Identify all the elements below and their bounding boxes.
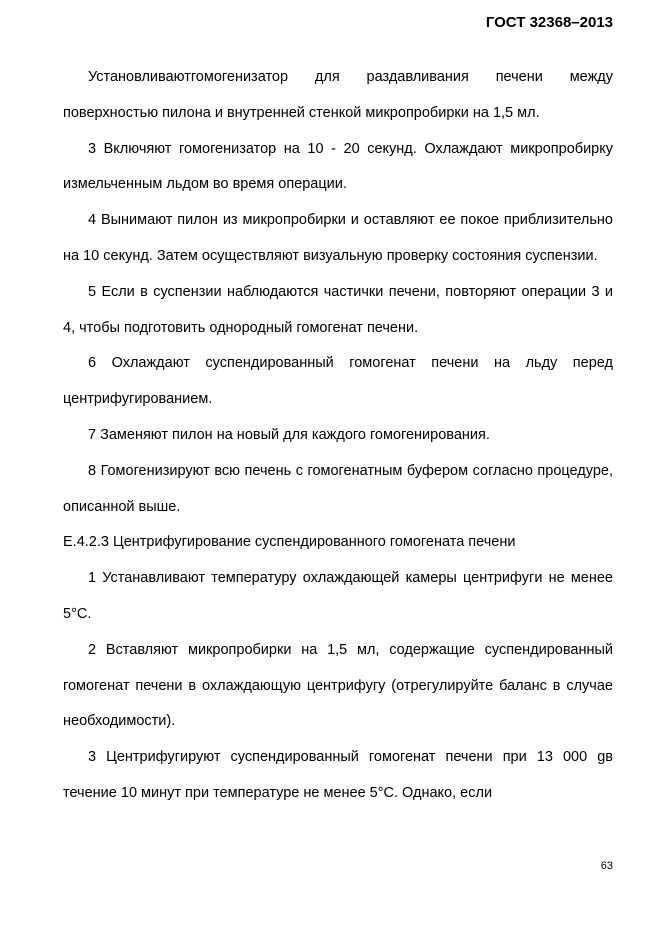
section-heading: Е.4.2.3 Центрифугирование суспендированного гомогената печени <box>63 534 516 551</box>
paragraph-step-7: 7 Заменяют пилон на новый для каждого гомогенирования. <box>88 426 490 443</box>
paragraph-step-install-homogenizer: Установливаютгомогенизатор для раздавливания печени между поверхностью пилона и внутренней стенкой микропробирки на 1,5 мл. <box>63 69 613 121</box>
paragraph-step-8: 8 Гомогенизируют всю печень с гомогенатным буфером согласно процедуре, описанной выше. <box>63 462 613 515</box>
paragraph-step-4: 4 Вынимают пилон из микропробирки и оставляют ее покое приблизительно на 10 секунд. Затем осуществляют визуальную проверку состояния суспензии. <box>63 212 613 264</box>
page-number: 63 <box>600 860 613 872</box>
paragraph-centrifuge-step-1: 1 Устанавливают температуру охлаждающей камеры центрифуги не менее 5°C. <box>63 570 613 622</box>
paragraph-centrifuge-step-2: 2 Вставляют микропробирки на 1,5 мл, содержащие суспендированный гомогенат печени в охлаждающую центрифугу (отрегулируйте баланс в случае необходимости). <box>63 641 613 730</box>
paragraph-centrifuge-step-3: 3 Центрифугируют суспендированный гомогенат печени при 13 000 gв течение 10 минут при температуре не менее 5°C. Однако, если <box>63 749 613 801</box>
paragraph-step-5: 5 Если в суспензии наблюдаются частички печени, повторяют операции 3 и 4, чтобы подготовить однородный гомогенат печени. <box>63 283 613 336</box>
page-body <box>63 60 613 812</box>
document-header: ГОСТ 32368–2013 <box>485 14 613 31</box>
paragraph-step-3: 3 Включяют гомогенизатор на 10 - 20 секунд. Охлаждают микропробирку измельченным льдом во время операции. <box>63 140 613 193</box>
paragraph-step-6: 6 Охлаждают суспендированный гомогенат печени на льду перед центрифугированием. <box>63 355 613 408</box>
